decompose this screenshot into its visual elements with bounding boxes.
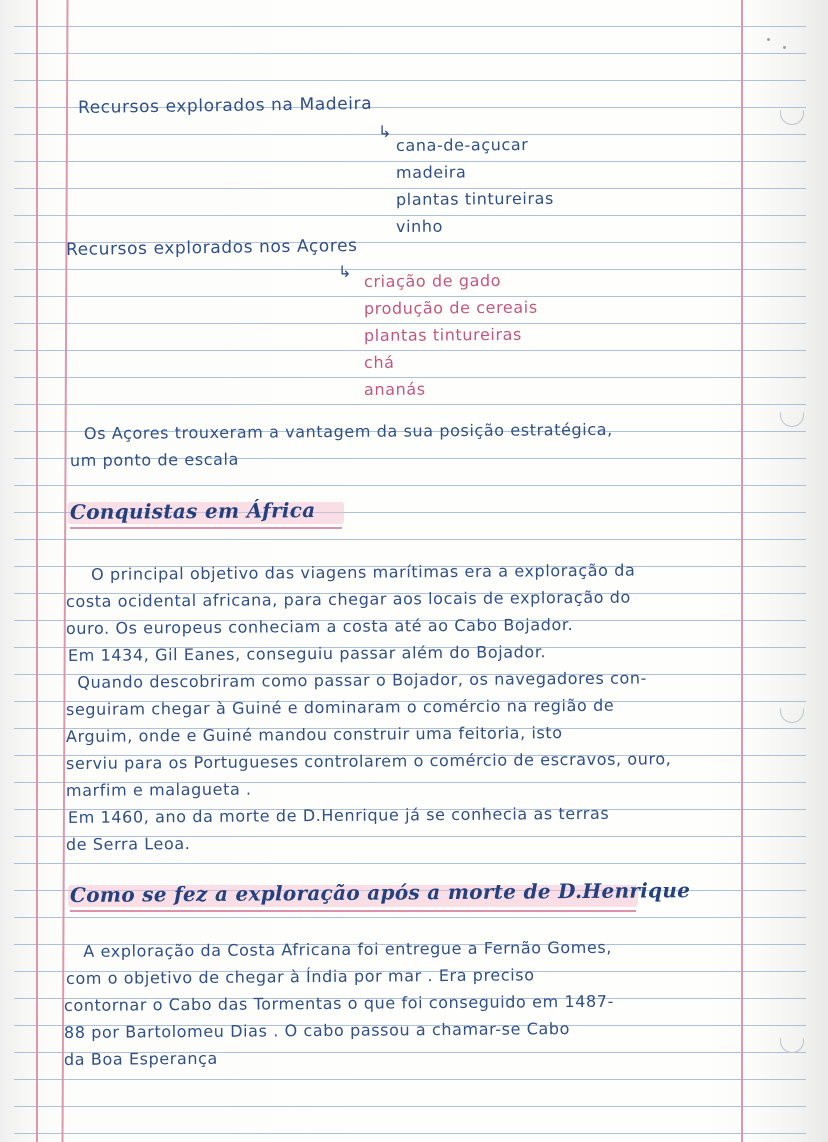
paragraph1-line: um ponto de escala [69, 449, 240, 470]
section2-item: ananás [363, 379, 426, 399]
heading1: Conquistas em África [69, 498, 316, 524]
paragraph2-line: costa ocidental africana, para chegar aos locais de exploração do [65, 587, 631, 611]
paragraph2-line: ouro. Os europeus conheciam a costa até ao Cabo Bojador. [65, 615, 574, 638]
section2-item: chá [363, 352, 395, 372]
paragraph3-line: 88 por Bartolomeu Dias . O cabo passou a chamar-se Cabo [63, 1019, 571, 1042]
section2-title: Recursos explorados nos Açores [65, 235, 358, 260]
section2-item: plantas tintureiras [363, 324, 523, 345]
paragraph3-line: contornar o Cabo das Tormentas o que foi conseguido em 1487- [63, 991, 614, 1015]
section2-arrow: ↳ [338, 262, 353, 281]
paragraph2-line: Em 1434, Gil Eanes, conseguiu passar além do Bojador. [67, 642, 547, 665]
paragraph1-line: Os Açores trouxeram a vantagem da sua posição estratégica, [83, 419, 613, 443]
section1-title: Recursos explorados na Madeira [77, 93, 373, 118]
paragraph3-line: com o objetivo de chegar à Índia por mar . Era preciso [65, 965, 535, 988]
paragraph2-line: serviu para os Portugueses controlarem o comércio de escravos, ouro, [65, 749, 672, 773]
section1-item: vinho [395, 216, 444, 236]
left-margin-line-outer [36, 0, 38, 1142]
heading2-underline [70, 910, 636, 912]
paragraph2-line: de Serra Leoa. [65, 834, 191, 854]
heading1-underline [70, 527, 342, 529]
right-margin-line [741, 0, 743, 1142]
paragraph2-line: Em 1460, ano da morte de D.Henrique já se conhecia as terras [67, 803, 610, 827]
paragraph2-line: Arguim, onde e Guiné mandou construir uma feitoria, isto [65, 723, 563, 746]
paragraph2-line: marfim e malagueta . [65, 779, 252, 800]
section2-item: criação de gado [363, 270, 502, 291]
paragraph2-line: seguiram chegar à Guiné e dominaram o comércio na região de [65, 695, 615, 719]
paper-speckle [767, 38, 770, 41]
section2-item: produção de cereais [363, 297, 538, 318]
paragraph2-line: Quando descobriram como passar o Bojador, os navegadores con- [65, 668, 648, 692]
paper-speckle [783, 46, 786, 49]
section1-item: madeira [395, 162, 467, 182]
paragraph2-line: O principal objetivo das viagens marítimas era a exploração da [73, 560, 636, 584]
paragraph3-line: da Boa Esperança [63, 1048, 218, 1069]
heading2: Como se fez a exploração após a morte de D.Henrique [69, 878, 691, 907]
section1-arrow: ↳ [378, 122, 393, 141]
section1-item: cana-de-açucar [395, 134, 529, 155]
section1-item: plantas tintureiras [395, 188, 555, 209]
paragraph3-line: A exploração da Costa Africana foi entregue a Fernão Gomes, [71, 937, 613, 961]
